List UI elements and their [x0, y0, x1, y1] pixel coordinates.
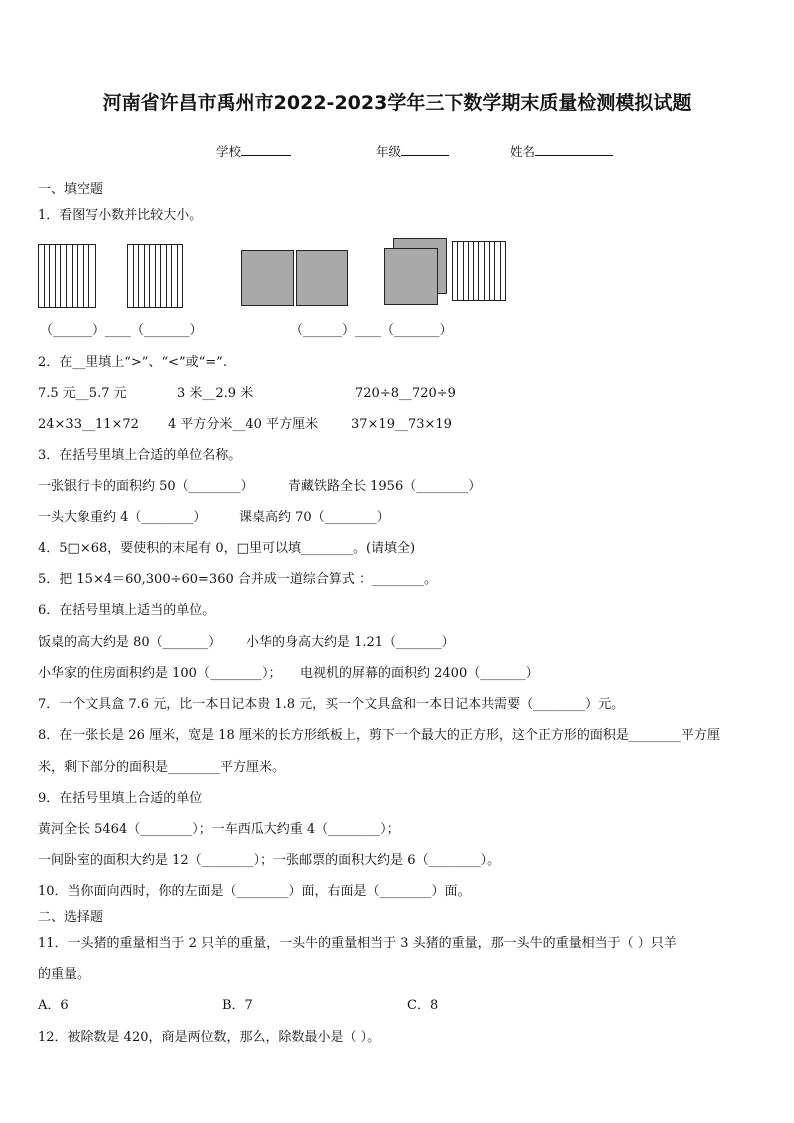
grey-square-1: [241, 250, 294, 306]
strip-figure-2: [127, 244, 183, 308]
school-blank[interactable]: [241, 143, 291, 156]
q1-text: 1．看图写小数并比较大小。: [38, 208, 203, 223]
q6-item-b[interactable]: 小华的身高大约是 1.21（_______）: [246, 635, 455, 650]
q2-item-1[interactable]: 7.5 元__5.7 元: [38, 386, 127, 401]
q2-item-6[interactable]: 37×19__73×19: [351, 417, 452, 432]
q8-line-2[interactable]: 米，剩下部分的面积是________平方厘米。: [38, 760, 286, 775]
q2-item-3[interactable]: 720÷8__720÷9: [355, 386, 456, 401]
q3-text: 3．在括号里填上合适的单位名称。: [38, 448, 242, 463]
q5-text[interactable]: 5．把 15×4＝60,300÷60=360 合并成一道综合算式 ：________。: [38, 572, 438, 587]
q1-answer-right[interactable]: （______）____（_______）: [290, 323, 453, 338]
name-blank[interactable]: [535, 143, 613, 156]
q2-item-2[interactable]: 3 米__2.9 米: [177, 386, 254, 401]
grey-square-2: [296, 250, 348, 306]
grade-label: 年级: [376, 144, 402, 159]
q6-item-c[interactable]: 小华家的住房面积约是 100（________）；: [38, 666, 282, 681]
q3-item-b[interactable]: 青藏铁路全长 1956（________）: [288, 479, 482, 494]
q8-line-1[interactable]: 8．在一张长是 26 厘米，宽是 18 厘米的长方形纸板上，剪下一个最大的正方形，这个正方形的面积是________平方厘: [38, 728, 720, 743]
q11-option-b[interactable]: B．7: [222, 998, 253, 1013]
grey-square-front: [384, 248, 438, 305]
strip-figure-3: [452, 241, 506, 301]
q9-line-1[interactable]: 黄河全长 5464（________）；一车西瓜大约重 4（________）；: [38, 822, 400, 837]
school-field[interactable]: [216, 142, 291, 160]
q3-item-a[interactable]: 一张银行卡的面积约 50（________）: [38, 479, 254, 494]
q9-text: 9．在括号里填上合适的单位: [38, 791, 203, 806]
section-fill-heading: 一、填空题: [38, 182, 104, 197]
q3-item-c[interactable]: 一头大象重约 4（________）: [38, 510, 207, 525]
q11-line-1[interactable]: 11．一头猪的重量相当于 2 只羊的重量，一头牛的重量相当于 3 头猪的重量，那一头牛的重量相当于（ ）只羊: [38, 936, 677, 951]
grade-field[interactable]: [376, 142, 449, 160]
q11-line-2: 的重量。: [38, 967, 91, 982]
name-label: 姓名: [510, 144, 536, 159]
q4-text[interactable]: 4．5□×68，要使积的末尾有 0，□里可以填________。(请填全): [38, 541, 416, 556]
section-choice-heading: 二、选择题: [38, 910, 104, 925]
q6-item-a[interactable]: 饭桌的高大约是 80（_______）: [38, 635, 222, 650]
q2-item-5[interactable]: 4 平方分米__40 平方厘米: [168, 417, 319, 432]
q11-option-a[interactable]: A．6: [38, 998, 69, 1013]
q1-answer-left[interactable]: （______）____（_______）: [40, 323, 203, 338]
school-label: 学校: [216, 144, 242, 159]
q11-option-c[interactable]: C．8: [407, 998, 439, 1013]
q12-text[interactable]: 12．被除数是 420，商是两位数，那么，除数最小是（ ）。: [38, 1030, 381, 1045]
q10-text[interactable]: 10．当你面向西时，你的左面是（________）面，右面是（________）面。: [38, 884, 471, 899]
q3-item-d[interactable]: 课桌高约 70（________）: [239, 510, 390, 525]
grade-blank[interactable]: [401, 143, 449, 156]
q6-item-d[interactable]: 电视机的屏幕的面积约 2400（_______）: [300, 666, 539, 681]
q6-text: 6．在括号里填上适当的单位。: [38, 603, 216, 618]
q2-item-4[interactable]: 24×33__11×72: [38, 417, 139, 432]
strip-figure-1: [38, 244, 96, 308]
page-title: 河南省许昌市禹州市2022-2023学年三下数学期末质量检测模拟试题: [102, 92, 692, 114]
q2-text: 2．在__里填上“>”、“<”或“=”.: [38, 355, 227, 370]
q7-text[interactable]: 7．一个文具盒 7.6 元，比一本日记本贵 1.8 元，买一个文具盒和一本日记本共需要（________）元。: [38, 697, 625, 712]
q9-line-2[interactable]: 一间卧室的面积大约是 12（________）；一张邮票的面积大约是 6（________）。: [38, 853, 501, 868]
name-field[interactable]: [510, 142, 613, 160]
